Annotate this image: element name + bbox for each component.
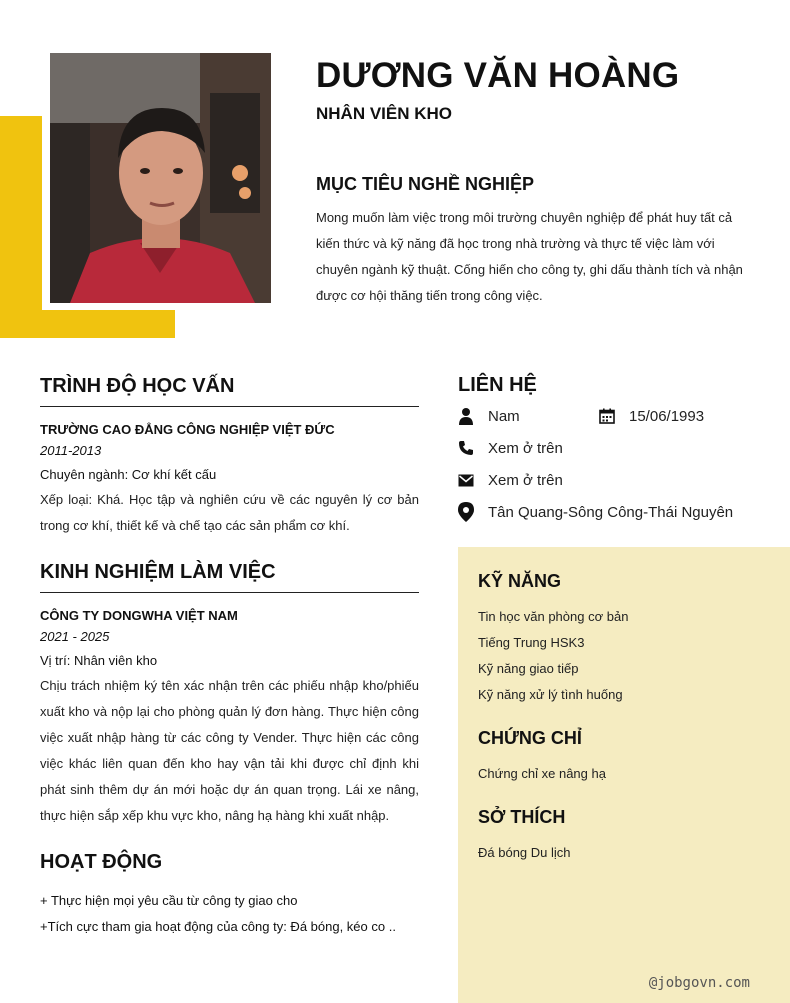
- activity-item: + Thực hiện mọi yêu cầu từ công ty giao cho: [40, 893, 298, 908]
- phone-icon: [458, 440, 488, 456]
- hobby-item: Đá bóng Du lịch: [478, 845, 571, 860]
- calendar-icon: [599, 408, 629, 424]
- birthday-value: 15/06/1993: [629, 407, 705, 425]
- candidate-name: DƯƠNG VĂN HOÀNG: [316, 56, 680, 95]
- location-pin-icon: [458, 502, 488, 522]
- person-icon: [458, 407, 488, 425]
- experience-company: CÔNG TY DONGWHA VIỆT NAM: [40, 608, 238, 623]
- contact-birthday: [599, 405, 704, 427]
- hobbies-section: [478, 807, 770, 866]
- skill-item: Tiếng Trung HSK3: [478, 635, 585, 650]
- hobbies-title: SỞ THÍCH: [478, 807, 566, 827]
- contact-section: [458, 374, 790, 397]
- left-column: [40, 375, 419, 940]
- right-panel: [458, 547, 790, 1003]
- objective-text: Mong muốn làm việc trong môi trường chuyên nghiệp để phát huy tất cả kiến thức và kỹ năng đã học trong nhà trường và thực tế việc làm với chuyên ngành kỹ thuật. Cống hiến cho công ty, ghi dấu thành tích và nhận được cơ hội thăng tiến trong công việc.: [316, 210, 743, 303]
- objective-title: MỤC TIÊU NGHỀ NGHIỆP: [316, 174, 535, 194]
- contact-email: [458, 469, 563, 491]
- education-major: Chuyên ngành: Cơ khí kết cấu: [40, 467, 217, 482]
- contact-phone: [458, 437, 563, 459]
- email-value: Xem ở trên: [488, 471, 563, 489]
- email-icon: [458, 474, 488, 487]
- phone-value: Xem ở trên: [488, 439, 563, 457]
- gender-value: Nam: [488, 407, 520, 425]
- activities-list: [40, 888, 419, 940]
- activities-title: HOẠT ĐỘNG: [40, 851, 163, 873]
- watermark-tag: @jobgovn.com: [648, 975, 750, 991]
- experience-title: KINH NGHIỆM LÀM VIỆC: [40, 561, 419, 593]
- experience-description: Chịu trách nhiệm ký tên xác nhận trên các phiếu nhập kho/phiếu xuất kho và nộp lại cho phòng quản lý đơn hàng. Thực hiện công việc xuất nhập hàng từ các công ty Vender. Thực hiện các công việc khác liên quan đến kho hay vận tải khi được chỉ định khi phát sinh thêm dự án mới hoặc dự án quan trọng. Lái xe nâng, thực hiện sắp xếp khu vực kho, nâng hạ hàng khi xuất nhập.: [40, 678, 419, 823]
- skill-item: Tin học văn phòng cơ bản: [478, 609, 629, 624]
- skill-item: Kỹ năng xử lý tình huống: [478, 687, 623, 702]
- education-period: 2011-2013: [40, 443, 102, 458]
- contact-address: [458, 501, 733, 523]
- job-title: NHÂN VIÊN KHO: [316, 104, 453, 123]
- certificates-title: CHỨNG CHỈ: [478, 728, 582, 748]
- education-title: TRÌNH ĐỘ HỌC VẤN: [40, 375, 419, 407]
- skill-item: Kỹ năng giao tiếp: [478, 661, 579, 676]
- objective-section: [316, 174, 746, 309]
- experience-position: Vị trí: Nhân viên kho: [40, 653, 158, 668]
- certificate-item: Chứng chỉ xe nâng hạ: [478, 766, 606, 781]
- profile-photo: [50, 53, 271, 303]
- activities-section: [40, 851, 419, 940]
- education-rank: Xếp loại: Khá. Học tập và nghiên cứu về các nguyên lý cơ bản trong cơ khí, thiết kế và chế tạo các sản phẩm cơ khí.: [40, 492, 419, 533]
- skills-title: KỸ NĂNG: [478, 571, 562, 591]
- contact-gender: [458, 405, 520, 427]
- education-school: TRƯỜNG CAO ĐẲNG CÔNG NGHIỆP VIỆT ĐỨC: [40, 422, 335, 437]
- certificates-section: [478, 728, 770, 787]
- education-section: [40, 375, 419, 539]
- contact-title: LIÊN HỆ: [458, 374, 537, 396]
- activity-item: +Tích cực tham gia hoạt động của công ty: Đá bóng, kéo co ..: [40, 919, 396, 934]
- skills-section: [478, 571, 770, 708]
- experience-section: [40, 561, 419, 829]
- address-value: Tân Quang-Sông Công-Thái Nguyên: [488, 503, 734, 521]
- experience-period: 2021 - 2025: [40, 629, 110, 644]
